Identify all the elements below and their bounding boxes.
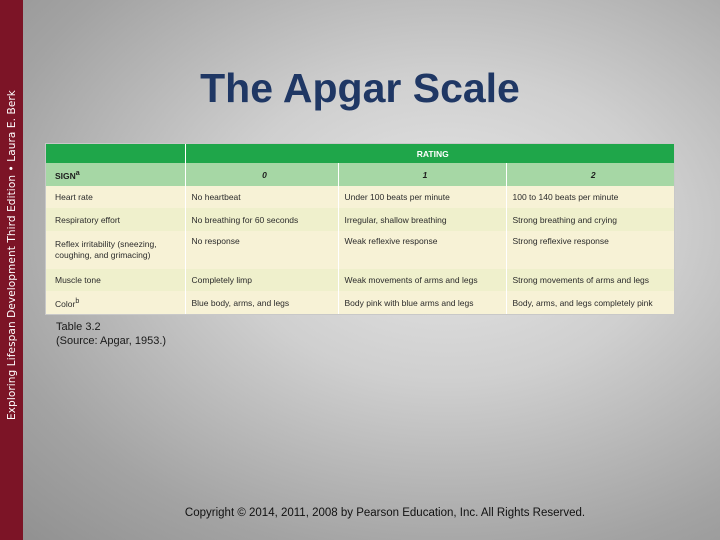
table-caption <box>56 320 166 348</box>
rating-cell: Blue body, arms, and legs <box>185 291 338 314</box>
apgar-table <box>46 144 674 314</box>
sign-header-footnote: a <box>75 168 80 177</box>
table-row <box>46 231 674 269</box>
copyright-notice: Copyright © 2014, 2011, 2008 by Pearson Education, Inc. All Rights Reserved. <box>184 507 586 519</box>
sign-footnote: b <box>75 296 80 305</box>
rating-cell: Body, arms, and legs completely pink <box>506 291 674 314</box>
table-row <box>46 208 674 231</box>
rating-cell: Strong breathing and crying <box>506 208 674 231</box>
score-header-0: 0 <box>185 163 338 186</box>
rating-header-blank <box>46 144 185 163</box>
sign-header <box>46 163 185 186</box>
sign-cell: Respiratory effort <box>46 208 185 231</box>
rating-cell: No heartbeat <box>185 186 338 209</box>
apgar-table-container <box>45 143 675 315</box>
rating-cell: 100 to 140 beats per minute <box>506 186 674 209</box>
rating-cell: Body pink with blue arms and legs <box>338 291 506 314</box>
rating-cell: Irregular, shallow breathing <box>338 208 506 231</box>
rating-cell: Under 100 beats per minute <box>338 186 506 209</box>
sign-cell: Heart rate <box>46 186 185 209</box>
rating-header-row <box>46 144 674 163</box>
caption-table-number: Table 3.2 <box>56 321 101 333</box>
rating-cell: Completely limp <box>185 269 338 292</box>
table-row <box>46 186 674 209</box>
slide-title: The Apgar Scale <box>200 65 520 111</box>
sign-cell: Muscle tone <box>46 269 185 292</box>
score-header-1: 1 <box>338 163 506 186</box>
sign-label: Color <box>55 298 76 309</box>
sign-cell: Reflex irritability (sneezing, coughing, and grimacing) <box>46 231 185 269</box>
rating-cell: Strong movements of arms and legs <box>506 269 674 292</box>
sidebar-book-title: Exploring Lifespan Development Third Edition • Laura E. Berk <box>6 90 18 420</box>
sidebar-band <box>0 0 23 540</box>
rating-cell: Weak movements of arms and legs <box>338 269 506 292</box>
sign-cell <box>46 291 185 314</box>
table-row <box>46 269 674 292</box>
rating-header: RATING <box>185 144 674 163</box>
sign-header-label: SIGN <box>55 170 76 181</box>
rating-cell: Strong reflexive response <box>506 231 674 269</box>
rating-cell: No breathing for 60 seconds <box>185 208 338 231</box>
rating-cell: No response <box>185 231 338 269</box>
column-header-row <box>46 163 674 186</box>
caption-source: (Source: Apgar, 1953.) <box>56 335 167 347</box>
table-row <box>46 291 674 314</box>
rating-cell: Weak reflexive response <box>338 231 506 269</box>
score-header-2: 2 <box>506 163 674 186</box>
